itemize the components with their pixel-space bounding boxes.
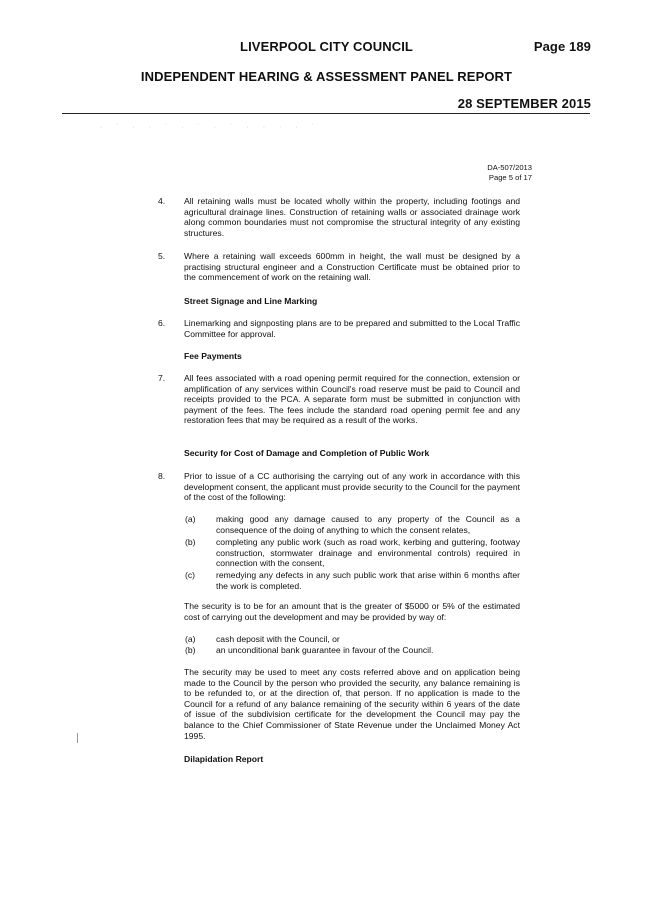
sub-item-label: (c)	[185, 570, 196, 580]
sub-item-label: (b)	[185, 645, 196, 655]
scan-mark	[77, 733, 78, 743]
section-heading: Street Signage and Line Marking	[184, 296, 318, 306]
page-of-reference: Page 5 of 17	[488, 173, 532, 182]
condition-number: 7.	[158, 373, 166, 383]
sub-item-text: cash deposit with the Council, or	[216, 634, 340, 644]
condition-number: 4.	[158, 196, 166, 206]
condition-text: All retaining walls must be located wholly within the property, including footings and agricultural drainage lines. Construction of retaining walls or associated drainage work along common boundaries must not compromise the structural integrity of any existing structures.	[184, 196, 520, 238]
condition-text: Prior to issue of a CC authorising the carrying out of any work in accordance with this development consent, the applicant must provide security to the Council for the payment of the cost of the following:	[184, 471, 520, 503]
section-heading: Security for Cost of Damage and Completion of Public Work	[184, 448, 430, 458]
section-heading: Fee Payments	[184, 351, 242, 361]
header-rule	[62, 113, 590, 114]
sub-item-text: making good any damage caused to any property of the Council as a consequence of the doing of anything to which the consent relates,	[216, 514, 520, 535]
condition-text: Linemarking and signposting plans are to be prepared and submitted to the Local Traffic Committee for approval.	[184, 318, 520, 339]
sub-item-text: an unconditional bank guarantee in favour of the Council.	[216, 645, 434, 655]
da-reference: DA-507/2013	[487, 163, 532, 172]
condition-number: 6.	[158, 318, 166, 328]
sub-item-label: (b)	[185, 537, 196, 547]
sub-item-text: completing any public work (such as road work, kerbing and guttering, footway construction, stormwater drainage and environmental controls) required in connection with the consent,	[216, 537, 520, 569]
condition-text: All fees associated with a road opening permit required for the connection, extension or amplification of any services within Council's road reserve must be paid to Council and receipts provided to the PCA. A separate form must be submitted in conjunction with payment of the fees. The fees include the standard road opening permit fee and any restoration fees that may be required as a result of the works.	[184, 373, 520, 426]
report-date: 28 SEPTEMBER 2015	[457, 96, 591, 111]
scan-specks: · ˙ · · ˙ · ˙ · ˙ · · · · ˙	[100, 124, 320, 131]
sub-item-label: (a)	[185, 514, 196, 524]
condition-text: Where a retaining wall exceeds 600mm in height, the wall must be designed by a practising structural engineer and a Construction Certificate must be obtained prior to the commencement of work on the retaining wall.	[184, 251, 520, 283]
council-name: LIVERPOOL CITY COUNCIL	[240, 39, 413, 54]
condition-number: 5.	[158, 251, 166, 261]
security-amount-text: The security is to be for an amount that is the greater of $5000 or 5% of the estimated cost of carrying out the development and may be provided by way of:	[184, 601, 520, 622]
section-heading: Dilapidation Report	[184, 754, 264, 764]
report-title: INDEPENDENT HEARING & ASSESSMENT PANEL REPORT	[140, 69, 513, 84]
security-use-text: The security may be used to meet any costs referred above and on application being made to the Council by the person who provided the security, any balance remaining is to be refunded to, or at the direction of, that person. If no application is made to the Council for a refund of any balance remaining of the security within 6 years of the date of issue of the subdivision certificate for the development the Council may pay the balance to the Chief Commissioner of State Revenue under the Unclaimed Money Act 1995.	[184, 667, 520, 741]
page-number: Page 189	[533, 39, 591, 54]
condition-number: 8.	[158, 471, 166, 481]
sub-item-label: (a)	[185, 634, 196, 644]
sub-item-text: remedying any defects in any such public work that arise within 6 months after the work is completed.	[216, 570, 520, 591]
